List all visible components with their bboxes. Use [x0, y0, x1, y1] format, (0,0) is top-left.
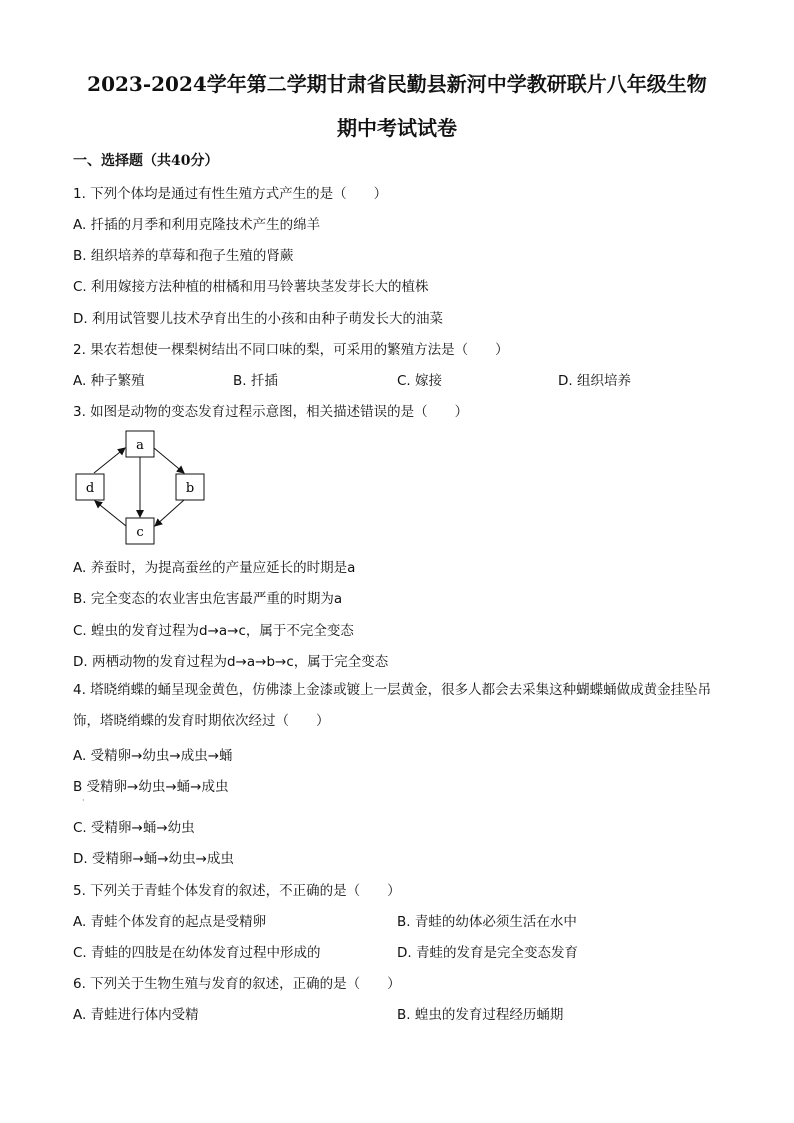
question-2-option-d: D. 组织培养 [558, 373, 631, 389]
exam-title-line-1: 2023-2024学年第二学期甘肃省民勤县新河中学教研联片八年级生物 [87, 72, 707, 96]
question-1-option-d: D. 利用试管婴儿技术孕育出生的小孩和由种子萌发长大的油菜 [73, 311, 443, 327]
question-4-stem: 4. 塔晓绡蝶的蛹呈现金黄色，仿佛漆上金漆或镀上一层黄金，很多人都会去采集这种蝴蝶蛹做成黄金挂坠吊饰，塔晓绡蝶的发育时期依次经过（ ） [73, 682, 712, 729]
question-6-option-a: A. 青蛙进行体内受精 [73, 1007, 199, 1023]
question-4-option-a: A. 受精卵→幼虫→成虫→蛹 [73, 748, 233, 764]
question-3-option-c: C. 蝗虫的发育过程为d→a→c，属于不完全变态 [73, 623, 354, 639]
question-3-option-a: A. 养蚕时，为提高蚕丝的产量应延长的时期是a [73, 560, 356, 576]
arrow-a-to-b [154, 448, 184, 473]
question-3-option-d: D. 两栖动物的发育过程为d→a→b→c，属于完全变态 [73, 654, 389, 670]
question-5-option-c: C. 青蛙的四肢是在幼体发育过程中形成的 [73, 945, 321, 961]
question-2-option-c: C. 嫁接 [397, 373, 443, 389]
arrow-c-to-d [95, 501, 126, 526]
arrow-d-to-a [94, 448, 125, 473]
metamorphosis-diagram [70, 428, 210, 548]
diagram-label-b: b [185, 481, 195, 496]
question-3-stem: 3. 如图是动物的变态发育过程示意图，相关描述错误的是（ ） [73, 404, 469, 420]
stray-dot: · [82, 796, 85, 805]
diagram-label-d: d [85, 481, 95, 496]
question-4-option-b: B 受精卵→幼虫→蛹→成虫 [73, 779, 229, 795]
question-6-stem: 6. 下列关于生物生殖与发育的叙述，正确的是（ ） [73, 976, 401, 992]
question-5-option-d: D. 青蛙的发育是完全变态发育 [397, 945, 578, 961]
question-5-option-b: B. 青蛙的幼体必须生活在水中 [397, 914, 577, 930]
question-5-stem: 5. 下列关于青蛙个体发育的叙述，不正确的是（ ） [73, 883, 401, 899]
question-4-option-d: D. 受精卵→蛹→幼虫→成虫 [73, 851, 234, 867]
question-2-stem: 2. 果农若想使一棵梨树结出不同口味的梨，可采用的繁殖方法是（ ） [73, 342, 509, 358]
question-6-option-b: B. 蝗虫的发育过程经历蛹期 [397, 1007, 564, 1023]
arrow-b-to-c [155, 500, 184, 526]
section-heading: 一、选择题（共40分） [73, 153, 219, 169]
diagram-label-a: a [136, 438, 144, 453]
question-1-stem: 1. 下列个体均是通过有性生殖方式产生的是（ ） [73, 186, 388, 202]
exam-title-line-2: 期中考试试卷 [337, 116, 457, 140]
question-2-option-b: B. 扦插 [233, 373, 278, 389]
diagram-label-c: c [136, 525, 144, 540]
question-1-option-b: B. 组织培养的草莓和孢子生殖的肾蕨 [73, 248, 294, 264]
question-2-option-a: A. 种子繁殖 [73, 373, 145, 389]
question-1-option-c: C. 利用嫁接方法种植的柑橘和用马铃薯块茎发芽长大的植株 [73, 279, 429, 295]
question-1-option-a: A. 扦插的月季和利用克隆技术产生的绵羊 [73, 217, 321, 233]
question-5-option-a: A. 青蛙个体发育的起点是受精卵 [73, 914, 267, 930]
question-4-option-c: C. 受精卵→蛹→幼虫 [73, 820, 195, 836]
question-3-option-b: B. 完全变态的农业害虫危害最严重的时期为a [73, 591, 343, 607]
